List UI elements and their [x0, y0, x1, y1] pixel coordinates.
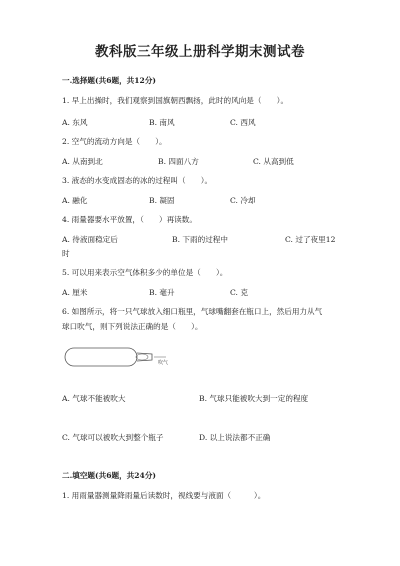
- q1-option-c: C. 西风: [230, 118, 256, 127]
- fill-question-1: 1. 用雨量器测量降雨量后读数时，视线要与液面（ ）。: [62, 491, 266, 500]
- q4-option-c: C. 过了夜里12: [285, 235, 336, 244]
- q4-option-b: B. 下雨的过程中: [172, 235, 228, 244]
- question-1: 1. 早上出操时，我们观察到国旗朝西飘扬，此时的风向是（ ）。: [62, 96, 289, 105]
- figure-label: 吹气: [158, 360, 169, 366]
- q6-option-a: A. 气球不能被吹大: [62, 394, 126, 403]
- section-heading-choice: 一.选择题(共6题，共12分): [62, 76, 157, 85]
- q3-option-c: C. 冷却: [230, 196, 256, 205]
- q6-option-c: C. 气球可以被吹大到整个瓶子: [62, 433, 164, 442]
- q4-option-a: A. 待液面稳定后: [62, 235, 118, 244]
- question-5: 5. 可以用来表示空气体积多少的单位是（ ）。: [62, 268, 228, 277]
- q2-option-a: A. 从南到北: [62, 157, 103, 166]
- bottle-outline: [65, 348, 137, 366]
- q2-option-c: C. 从高到低: [253, 157, 294, 166]
- question-3: 3. 液态的水变成固态的冰的过程叫（ ）。: [62, 176, 213, 185]
- q5-option-c: C. 克: [230, 288, 248, 297]
- q3-option-a: A. 融化: [62, 196, 88, 205]
- q6-option-b: B. 气球只能被吹大到一定的程度: [199, 394, 309, 403]
- q5-option-b: B. 毫升: [149, 288, 175, 297]
- question-6-line-1: 6. 如图所示，将一只气球放入细口瓶里，气球嘴翻套在瓶口上，然后用力从气: [62, 307, 323, 316]
- question-4: 4. 雨量器要水平放置，（ ）再读数。: [62, 215, 197, 224]
- q1-option-b: B. 南风: [149, 118, 175, 127]
- q5-option-a: A. 厘米: [62, 288, 88, 297]
- balloon-shape: [136, 354, 148, 360]
- balloon-bottle-figure: [62, 344, 178, 370]
- section-heading-fill: 二.填空题(共6题，共24分): [62, 471, 157, 480]
- question-2: 2. 空气的流动方向是（ ）。: [62, 137, 167, 146]
- q6-option-d: D. 以上说法都不正确: [199, 433, 271, 442]
- q4-option-c-wrap: 时: [62, 249, 70, 258]
- page-title: 教科版三年级上册科学期末测试卷: [95, 44, 305, 60]
- q1-option-a: A. 东风: [62, 118, 88, 127]
- q2-option-b: B. 四面八方: [158, 157, 199, 166]
- question-6-line-2: 球口吹气，则下列说法正确的是（ ）。: [62, 322, 203, 331]
- q3-option-b: B. 凝固: [149, 196, 175, 205]
